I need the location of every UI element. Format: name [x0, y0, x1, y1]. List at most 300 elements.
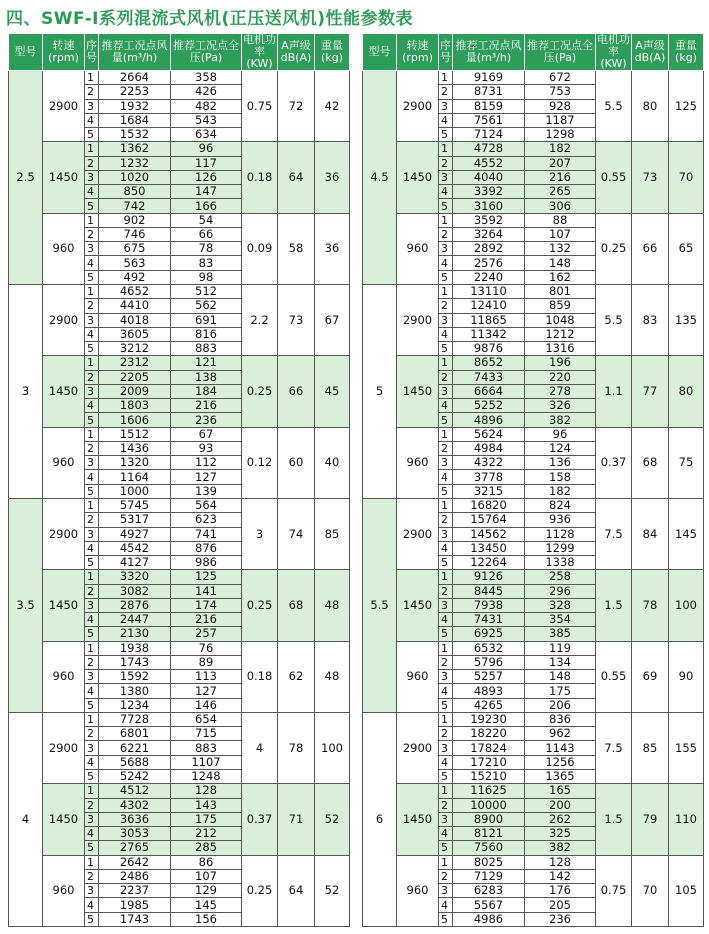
power-cell: 0.55	[596, 142, 632, 213]
seq-cell: 1	[439, 784, 453, 798]
seq-cell: 4	[439, 113, 453, 127]
flow-cell: 8025	[453, 855, 525, 869]
performance-table-left	[8, 33, 350, 927]
pressure-cell: 138	[171, 370, 242, 384]
flow-cell: 1932	[99, 99, 171, 113]
seq-cell: 3	[439, 456, 453, 470]
seq-cell: 5	[85, 627, 99, 641]
flow-cell: 2253	[99, 85, 171, 99]
weight-cell: 135	[669, 284, 704, 355]
speed-cell: 960	[43, 641, 85, 712]
pressure-cell: 1128	[525, 527, 596, 541]
seq-cell: 4	[85, 327, 99, 341]
speed-cell: 960	[397, 855, 439, 926]
header-seq: 序号	[439, 34, 453, 71]
speed-cell: 1450	[397, 356, 439, 427]
seq-cell: 3	[85, 884, 99, 898]
weight-cell: 45	[315, 356, 350, 427]
pressure-cell: 296	[525, 584, 596, 598]
seq-cell: 4	[439, 185, 453, 199]
flow-cell: 13110	[453, 284, 525, 298]
table-header-row	[363, 34, 704, 71]
seq-cell: 5	[85, 912, 99, 926]
power-cell: 0.18	[242, 641, 278, 712]
seq-cell: 1	[439, 71, 453, 85]
noise-cell: 77	[632, 356, 669, 427]
weight-cell: 52	[315, 784, 350, 855]
seq-cell: 5	[439, 128, 453, 142]
speed-cell: 2900	[43, 71, 85, 142]
flow-cell: 4322	[453, 456, 525, 470]
noise-cell: 66	[632, 213, 669, 284]
pressure-cell: 207	[525, 156, 596, 170]
seq-cell: 1	[85, 641, 99, 655]
seq-cell: 4	[439, 399, 453, 413]
pressure-cell: 162	[525, 270, 596, 284]
pressure-cell: 715	[171, 727, 242, 741]
seq-cell: 3	[439, 170, 453, 184]
table-row	[9, 570, 350, 584]
flow-cell: 6664	[453, 384, 525, 398]
table-row	[9, 641, 350, 655]
flow-cell: 3082	[99, 584, 171, 598]
pressure-cell: 1316	[525, 342, 596, 356]
pressure-cell: 148	[525, 256, 596, 270]
pressure-cell: 382	[525, 841, 596, 855]
flow-cell: 7561	[453, 113, 525, 127]
flow-cell: 4896	[453, 413, 525, 427]
seq-cell: 3	[85, 99, 99, 113]
pressure-cell: 93	[171, 441, 242, 455]
seq-cell: 4	[439, 755, 453, 769]
seq-cell: 3	[85, 242, 99, 256]
noise-cell: 73	[632, 142, 669, 213]
flow-cell: 2486	[99, 869, 171, 883]
model-cell: 4	[9, 712, 43, 926]
power-cell: 7.5	[596, 712, 632, 783]
pressure-cell: 205	[525, 898, 596, 912]
pressure-cell: 220	[525, 370, 596, 384]
flow-cell: 2240	[453, 270, 525, 284]
flow-cell: 1232	[99, 156, 171, 170]
pressure-cell: 206	[525, 698, 596, 712]
table-row	[363, 284, 704, 298]
seq-cell: 5	[439, 770, 453, 784]
power-cell: 4	[242, 712, 278, 783]
seq-cell: 5	[85, 128, 99, 142]
model-cell: 3.5	[9, 498, 43, 712]
flow-cell: 3264	[453, 227, 525, 241]
seq-cell: 4	[85, 755, 99, 769]
table-row	[9, 712, 350, 726]
flow-cell: 4410	[99, 299, 171, 313]
pressure-cell: 691	[171, 313, 242, 327]
flow-cell: 2892	[453, 242, 525, 256]
seq-cell: 2	[439, 156, 453, 170]
seq-cell: 1	[85, 71, 99, 85]
table-row	[363, 498, 704, 512]
flow-cell: 3320	[99, 570, 171, 584]
seq-cell: 2	[439, 441, 453, 455]
table-row	[363, 712, 704, 726]
seq-cell: 5	[439, 841, 453, 855]
seq-cell: 4	[85, 613, 99, 627]
noise-cell: 80	[632, 71, 669, 142]
flow-cell: 9876	[453, 342, 525, 356]
flow-cell: 2237	[99, 884, 171, 898]
seq-cell: 2	[439, 370, 453, 384]
speed-cell: 1450	[43, 142, 85, 213]
pressure-cell: 1143	[525, 741, 596, 755]
pressure-cell: 132	[525, 242, 596, 256]
seq-cell: 4	[439, 898, 453, 912]
flow-cell: 7938	[453, 598, 525, 612]
pressure-cell: 145	[171, 898, 242, 912]
power-cell: 1.5	[596, 570, 632, 641]
seq-cell: 2	[85, 798, 99, 812]
pressure-cell: 928	[525, 99, 596, 113]
pressure-cell: 306	[525, 199, 596, 213]
flow-cell: 2876	[99, 598, 171, 612]
table-row	[363, 142, 704, 156]
seq-cell: 2	[85, 227, 99, 241]
performance-table-right	[362, 33, 704, 927]
pressure-cell: 76	[171, 641, 242, 655]
seq-cell: 5	[85, 556, 99, 570]
pressure-cell: 113	[171, 670, 242, 684]
flow-cell: 1743	[99, 912, 171, 926]
seq-cell: 4	[439, 256, 453, 270]
header-model: 型号	[363, 34, 397, 71]
pressure-cell: 86	[171, 855, 242, 869]
flow-cell: 1020	[99, 170, 171, 184]
noise-cell: 78	[278, 712, 315, 783]
speed-cell: 960	[43, 855, 85, 926]
flow-cell: 10000	[453, 798, 525, 812]
weight-cell: 125	[669, 71, 704, 142]
seq-cell: 1	[439, 284, 453, 298]
seq-cell: 2	[439, 798, 453, 812]
weight-cell: 48	[315, 570, 350, 641]
table-row	[9, 213, 350, 227]
pressure-cell: 125	[171, 570, 242, 584]
seq-cell: 3	[439, 242, 453, 256]
speed-cell: 960	[397, 213, 439, 284]
table-row	[9, 784, 350, 798]
pressure-cell: 326	[525, 399, 596, 413]
weight-cell: 85	[315, 498, 350, 569]
flow-cell: 1436	[99, 441, 171, 455]
pressure-cell: 134	[525, 655, 596, 669]
pressure-cell: 136	[525, 456, 596, 470]
model-cell: 2.5	[9, 71, 43, 285]
pressure-cell: 543	[171, 113, 242, 127]
seq-cell: 3	[439, 384, 453, 398]
pressure-cell: 936	[525, 513, 596, 527]
pressure-cell: 83	[171, 256, 242, 270]
pressure-cell: 216	[171, 613, 242, 627]
seq-cell: 4	[439, 827, 453, 841]
flow-cell: 12264	[453, 556, 525, 570]
pressure-cell: 216	[171, 399, 242, 413]
power-cell: 0.18	[242, 142, 278, 213]
model-cell: 3	[9, 284, 43, 498]
pressure-cell: 107	[525, 227, 596, 241]
speed-cell: 1450	[397, 142, 439, 213]
seq-cell: 3	[439, 99, 453, 113]
flow-cell: 7728	[99, 712, 171, 726]
pressure-cell: 258	[525, 570, 596, 584]
flow-cell: 1532	[99, 128, 171, 142]
power-cell: 1.1	[596, 356, 632, 427]
weight-cell: 67	[315, 284, 350, 355]
seq-cell: 4	[439, 541, 453, 555]
pressure-cell: 285	[171, 841, 242, 855]
seq-cell: 5	[85, 484, 99, 498]
flow-cell: 11342	[453, 327, 525, 341]
seq-cell: 3	[85, 527, 99, 541]
seq-cell: 5	[85, 413, 99, 427]
pressure-cell: 564	[171, 498, 242, 512]
pressure-cell: 148	[525, 670, 596, 684]
seq-cell: 4	[85, 113, 99, 127]
pressure-cell: 816	[171, 327, 242, 341]
header-pressure: 推荐工况点全压(Pa)	[171, 34, 242, 71]
seq-cell: 5	[439, 484, 453, 498]
pressure-cell: 385	[525, 627, 596, 641]
table-row	[9, 142, 350, 156]
pressure-cell: 741	[171, 527, 242, 541]
speed-cell: 2900	[43, 498, 85, 569]
noise-cell: 64	[278, 855, 315, 926]
pressure-cell: 128	[525, 855, 596, 869]
table-row	[9, 427, 350, 441]
flow-cell: 2130	[99, 627, 171, 641]
pressure-cell: 107	[171, 869, 242, 883]
pressure-cell: 358	[171, 71, 242, 85]
pressure-cell: 634	[171, 128, 242, 142]
pressure-cell: 1338	[525, 556, 596, 570]
seq-cell: 4	[85, 185, 99, 199]
speed-cell: 960	[397, 427, 439, 498]
speed-cell: 2900	[43, 712, 85, 783]
pressure-cell: 98	[171, 270, 242, 284]
flow-cell: 3636	[99, 812, 171, 826]
seq-cell: 1	[439, 641, 453, 655]
flow-cell: 1512	[99, 427, 171, 441]
weight-cell: 75	[669, 427, 704, 498]
pressure-cell: 156	[171, 912, 242, 926]
flow-cell: 4986	[453, 912, 525, 926]
seq-cell: 3	[439, 884, 453, 898]
table-row	[363, 855, 704, 869]
flow-cell: 3605	[99, 327, 171, 341]
flow-cell: 16820	[453, 498, 525, 512]
weight-cell: 52	[315, 855, 350, 926]
flow-cell: 17210	[453, 755, 525, 769]
weight-cell: 110	[669, 784, 704, 855]
weight-cell: 100	[315, 712, 350, 783]
noise-cell: 71	[278, 784, 315, 855]
flow-cell: 1684	[99, 113, 171, 127]
power-cell: 3	[242, 498, 278, 569]
pressure-cell: 196	[525, 356, 596, 370]
seq-cell: 5	[85, 841, 99, 855]
table-row	[9, 284, 350, 298]
power-cell: 0.25	[596, 213, 632, 284]
seq-cell: 5	[439, 413, 453, 427]
seq-cell: 1	[85, 855, 99, 869]
seq-cell: 1	[85, 213, 99, 227]
pressure-cell: 382	[525, 413, 596, 427]
seq-cell: 3	[439, 313, 453, 327]
seq-cell: 3	[439, 670, 453, 684]
seq-cell: 4	[85, 470, 99, 484]
pressure-cell: 184	[171, 384, 242, 398]
flow-cell: 8652	[453, 356, 525, 370]
seq-cell: 1	[85, 356, 99, 370]
seq-cell: 1	[85, 427, 99, 441]
noise-cell: 73	[278, 284, 315, 355]
seq-cell: 1	[85, 142, 99, 156]
seq-cell: 2	[439, 85, 453, 99]
power-cell: 0.55	[596, 641, 632, 712]
seq-cell: 4	[85, 898, 99, 912]
flow-cell: 1380	[99, 684, 171, 698]
header-speed: 转速(rpm)	[397, 34, 439, 71]
speed-cell: 2900	[397, 284, 439, 355]
flow-cell: 13450	[453, 541, 525, 555]
seq-cell: 5	[439, 912, 453, 926]
flow-cell: 5624	[453, 427, 525, 441]
seq-cell: 3	[85, 170, 99, 184]
header-speed: 转速(rpm)	[43, 34, 85, 71]
flow-cell: 4040	[453, 170, 525, 184]
power-cell: 0.25	[242, 570, 278, 641]
seq-cell: 4	[439, 684, 453, 698]
seq-cell: 1	[85, 712, 99, 726]
header-power: 电机功率(KW)	[243, 33, 276, 70]
flow-cell: 1000	[99, 484, 171, 498]
table-row	[9, 855, 350, 869]
pressure-cell: 883	[171, 342, 242, 356]
seq-cell: 1	[439, 855, 453, 869]
flow-cell: 5745	[99, 498, 171, 512]
header-model: 型号	[9, 34, 43, 71]
noise-cell: 69	[632, 641, 669, 712]
pressure-cell: 1048	[525, 313, 596, 327]
pressure-cell: 962	[525, 727, 596, 741]
flow-cell: 492	[99, 270, 171, 284]
pressure-cell: 129	[171, 884, 242, 898]
flow-cell: 8121	[453, 827, 525, 841]
flow-cell: 742	[99, 199, 171, 213]
model-cell: 5.5	[363, 498, 397, 712]
flow-cell: 3053	[99, 827, 171, 841]
pressure-cell: 117	[171, 156, 242, 170]
seq-cell: 4	[85, 541, 99, 555]
flow-cell: 850	[99, 185, 171, 199]
flow-cell: 9169	[453, 71, 525, 85]
flow-cell: 1743	[99, 655, 171, 669]
flow-cell: 4927	[99, 527, 171, 541]
pressure-cell: 200	[525, 798, 596, 812]
page-title: 四、SWF-Ⅰ系列混流式风机(正压送风机)性能参数表	[6, 9, 414, 29]
power-cell: 0.25	[242, 356, 278, 427]
flow-cell: 4652	[99, 284, 171, 298]
flow-cell: 4018	[99, 313, 171, 327]
flow-cell: 4542	[99, 541, 171, 555]
seq-cell: 2	[439, 299, 453, 313]
power-cell: 0.25	[242, 855, 278, 926]
flow-cell: 5252	[453, 399, 525, 413]
flow-cell: 4984	[453, 441, 525, 455]
flow-cell: 4512	[99, 784, 171, 798]
header-noise: A声级dB(A)	[278, 34, 315, 71]
flow-cell: 1320	[99, 456, 171, 470]
pressure-cell: 836	[525, 712, 596, 726]
flow-cell: 3160	[453, 199, 525, 213]
header-flow: 推荐工况点风量(m³/h)	[453, 34, 525, 71]
noise-cell: 85	[632, 712, 669, 783]
noise-cell: 62	[278, 641, 315, 712]
flow-cell: 5567	[453, 898, 525, 912]
pressure-cell: 562	[171, 299, 242, 313]
flow-cell: 563	[99, 256, 171, 270]
model-cell: 6	[363, 712, 397, 926]
pressure-cell: 139	[171, 484, 242, 498]
header-weight: 重量(kg)	[315, 34, 350, 71]
weight-cell: 80	[669, 356, 704, 427]
seq-cell: 2	[439, 655, 453, 669]
flow-cell: 12410	[453, 299, 525, 313]
speed-cell: 1450	[397, 784, 439, 855]
pressure-cell: 672	[525, 71, 596, 85]
pressure-cell: 212	[171, 827, 242, 841]
flow-cell: 11625	[453, 784, 525, 798]
power-cell: 0.37	[596, 427, 632, 498]
seq-cell: 2	[85, 584, 99, 598]
seq-cell: 2	[85, 655, 99, 669]
flow-cell: 3212	[99, 342, 171, 356]
seq-cell: 5	[439, 270, 453, 284]
header-weight: 重量(kg)	[669, 34, 704, 71]
flow-cell: 8900	[453, 812, 525, 826]
power-cell: 2.2	[242, 284, 278, 355]
power-cell: 7.5	[596, 498, 632, 569]
flow-cell: 17824	[453, 741, 525, 755]
pressure-cell: 1299	[525, 541, 596, 555]
seq-cell: 3	[439, 812, 453, 826]
flow-cell: 4728	[453, 142, 525, 156]
pressure-cell: 146	[171, 698, 242, 712]
pressure-cell: 1298	[525, 128, 596, 142]
power-cell: 0.12	[242, 427, 278, 498]
pressure-cell: 96	[171, 142, 242, 156]
flow-cell: 902	[99, 213, 171, 227]
pressure-cell: 262	[525, 812, 596, 826]
flow-cell: 2312	[99, 356, 171, 370]
seq-cell: 2	[85, 370, 99, 384]
noise-cell: 72	[278, 71, 315, 142]
pressure-cell: 121	[171, 356, 242, 370]
flow-cell: 3392	[453, 185, 525, 199]
power-cell: 0.37	[242, 784, 278, 855]
header-flow: 推荐工况点风量(m³/h)	[99, 34, 171, 71]
pressure-cell: 112	[171, 456, 242, 470]
seq-cell: 1	[439, 712, 453, 726]
flow-cell: 6221	[99, 741, 171, 755]
